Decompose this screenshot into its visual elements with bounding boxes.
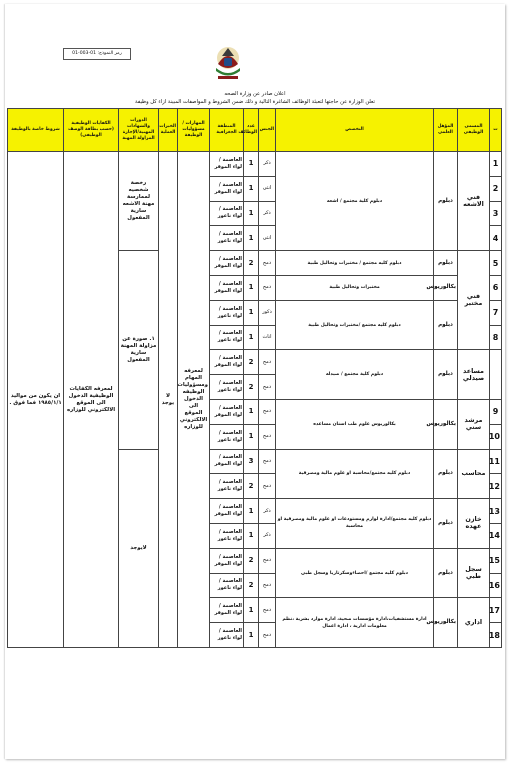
region: العاصمة / لواء الموقر	[210, 499, 244, 524]
row-num: 11	[490, 449, 502, 474]
specialty: دبلوم كليه مجتمع /احصاءوسكرتاريا وسجل طبي	[276, 548, 434, 598]
job-title: خازن عهده	[458, 499, 490, 549]
region: العاصمة / لواء ناعور	[210, 424, 244, 449]
count: 1	[244, 152, 259, 177]
region: العاصمة / لواء ناعور	[210, 375, 244, 400]
count: 2	[244, 474, 259, 499]
row-num: 13	[490, 499, 502, 524]
col-special: شروط خاصة بالوظيفة	[8, 109, 64, 152]
row-num: 15	[490, 548, 502, 573]
gender: دمج	[259, 598, 276, 623]
gender: ذكر	[259, 499, 276, 524]
region: العاصمة / لواء الموقر	[210, 399, 244, 424]
count: 1	[244, 226, 259, 251]
col-competencies: الكفايات الوظيفية (حسب بطاقة الوصف الوظيفي)	[64, 109, 119, 152]
row-num: 3	[490, 201, 502, 226]
competencies-cell: لمعرفه الكفايات الوظيفية الدخول الى الموقع الالكتروني للوزاره	[64, 152, 119, 648]
job-title: اداري	[458, 598, 490, 648]
region: العاصمة / لواء ناعور	[210, 474, 244, 499]
specialty: دبلوم كليه مجتمع/محاسبة او علوم مالية ومصرفية	[276, 449, 434, 499]
count: 1	[244, 176, 259, 201]
degree: بكالوريوس	[434, 275, 458, 300]
specialty: دبلوم كلية مجتمع / صيدله	[276, 350, 434, 400]
region: العاصمة / لواء ناعور	[210, 226, 244, 251]
degree: دبلوم	[434, 499, 458, 549]
job-title: فني الاشعه	[458, 152, 490, 251]
degree: دبلوم	[434, 350, 458, 400]
count: 1	[244, 523, 259, 548]
region: العاصمة / لواء ناعور	[210, 325, 244, 350]
gender: ذكر	[259, 152, 276, 177]
gender: دمج	[259, 573, 276, 598]
degree: دبلوم	[434, 449, 458, 499]
count: 1	[244, 201, 259, 226]
gender: ذكور	[259, 300, 276, 325]
table-header-row	[8, 109, 502, 152]
degree: دبلوم	[434, 548, 458, 598]
count: 1	[244, 300, 259, 325]
job-title: مرشد سني	[458, 399, 490, 449]
count: 1	[244, 598, 259, 623]
gender: دمج	[259, 399, 276, 424]
region: العاصمة / لواء ناعور	[210, 573, 244, 598]
specialty: دبلوم كليه مجتمع/ادارة لوازم ومستودعات او علوم مالية ومصرفية او محاسبة	[276, 499, 434, 549]
degree: دبلوم	[434, 300, 458, 350]
gender: دمج	[259, 474, 276, 499]
col-region: المنطقة الجغرافية	[210, 109, 244, 152]
row-num: 17	[490, 598, 502, 623]
specialty: دبلوم كلية مجتمع / اشعه	[276, 152, 434, 251]
col-degree: المؤهل العلمي	[434, 109, 458, 152]
region: العاصمة / لواء الموقر	[210, 598, 244, 623]
skills-cell: لمعرفه المهام ومسؤوليات الوظيفه الدخول الى الموقع الالكتروني للوزاره	[178, 152, 210, 648]
job-title: مساعد صيدلي	[458, 350, 490, 400]
row-num: 8	[490, 325, 502, 350]
region: العاصمة / لواء ناعور	[210, 623, 244, 648]
gender: انثى	[259, 176, 276, 201]
gender: دمج	[259, 548, 276, 573]
region: العاصمة / لواء الموقر	[210, 152, 244, 177]
job-title: فني مختبر	[458, 251, 490, 350]
col-count: عدد الوظائف	[244, 109, 259, 152]
degree: بكالوريوس	[434, 399, 458, 449]
special-conditions-cell: ان يكون من مواليد ١٩٨٥/١/١ فما فوق .	[8, 152, 64, 648]
gender: ذكر	[259, 523, 276, 548]
count: 1	[244, 275, 259, 300]
row-num: 6	[490, 275, 502, 300]
count: 2	[244, 548, 259, 573]
gender: دمج	[259, 449, 276, 474]
row-num: 7	[490, 300, 502, 325]
degree: دبلوم	[434, 251, 458, 276]
gender: ذكر	[259, 201, 276, 226]
count: 2	[244, 375, 259, 400]
specialty: دبلوم كليه مجتمع / مختبرات وتحاليل طبية	[276, 251, 434, 276]
courses-cell-2: ١. صورة عن مزاولة المهنة سارية المفعول	[119, 251, 159, 449]
gender: انثى	[259, 226, 276, 251]
gender: دمج	[259, 350, 276, 375]
courses-cell-1: رخصة شخصيه لممارسة مهنة الاشعه سارية المفعول	[119, 152, 159, 251]
announcement-subtitle: تعلن الوزارة عن حاجتها لتعبئة الوظائف الشاغرة التالية و ذلك ضمن الشروط و المواصفات المبينة ازاء كل وظيفة	[135, 99, 375, 105]
row-num: 1	[490, 152, 502, 177]
region: العاصمة / لواء الموقر	[210, 251, 244, 276]
count: 1	[244, 399, 259, 424]
gender: دمج	[259, 275, 276, 300]
count: 1	[244, 424, 259, 449]
specialty: دبلوم كليه مجتمع /مختبرات وتحاليل طبية	[276, 300, 434, 350]
row-num	[490, 350, 502, 400]
col-experience: الخبرات العملية	[159, 109, 178, 152]
col-title: المسمى الوظيفي	[458, 109, 490, 152]
col-specialty: التخصص	[276, 109, 434, 152]
count: 3	[244, 449, 259, 474]
experience-cell: لا يوجد	[159, 152, 178, 648]
region: العاصمة / لواء الموقر	[210, 350, 244, 375]
count: 2	[244, 251, 259, 276]
region: العاصمة / لواء ناعور	[210, 523, 244, 548]
table-row	[8, 152, 502, 177]
row-num: 14	[490, 523, 502, 548]
region: العاصمة / لواء الموقر	[210, 176, 244, 201]
document-page	[5, 4, 505, 759]
region: العاصمة / لواء ناعور	[210, 201, 244, 226]
count: 1	[244, 499, 259, 524]
row-num: 9	[490, 399, 502, 424]
count: 1	[244, 325, 259, 350]
job-title: سجل طبي	[458, 548, 490, 598]
count: 1	[244, 623, 259, 648]
row-num: 2	[490, 176, 502, 201]
row-num: 5	[490, 251, 502, 276]
degree: دبلوم	[434, 152, 458, 251]
gender: دمج	[259, 623, 276, 648]
region: العاصمة / لواء ناعور	[210, 300, 244, 325]
vacancies-table	[7, 108, 502, 648]
region: العاصمة / لواء الموقر	[210, 275, 244, 300]
col-gender: الجنس	[259, 109, 276, 152]
count: 2	[244, 350, 259, 375]
gender: دمج	[259, 375, 276, 400]
specialty: مختبرات وتحاليل طبية	[276, 275, 434, 300]
job-title: محاسب	[458, 449, 490, 499]
specialty: ادارة مستشفيات،ادارة مؤسسات صحية، ادارة موارد بشرية ،نظم معلومات ادارية ، ادارة اعمال	[276, 598, 434, 648]
announcement-title: اعلان صادر عن وزارة الصحه	[224, 91, 286, 97]
col-courses: الدورات والشهادات المهنية/الإجازة المزاولة المهنة	[119, 109, 159, 152]
gender: دمج	[259, 424, 276, 449]
specialty: بكالوريوس علوم طب اسنان مساعده	[276, 399, 434, 449]
degree: بكالوريوس	[434, 598, 458, 648]
jordan-coat-of-arms-icon	[212, 44, 244, 84]
row-num: 16	[490, 573, 502, 598]
region: العاصمة / لواء الموقر	[210, 449, 244, 474]
form-code: رمز النموذج: 01-003-01	[63, 48, 131, 60]
gender: دمج	[259, 251, 276, 276]
row-num: 18	[490, 623, 502, 648]
courses-cell-3: لايوجد	[119, 449, 159, 647]
region: العاصمة / لواء الموقر	[210, 548, 244, 573]
count: 2	[244, 573, 259, 598]
row-num: 4	[490, 226, 502, 251]
row-num: 12	[490, 474, 502, 499]
col-skills: المهارات / مسؤوليات الوظيفة	[178, 109, 210, 152]
col-num: ت	[490, 109, 502, 152]
gender: اناث	[259, 325, 276, 350]
row-num: 10	[490, 424, 502, 449]
